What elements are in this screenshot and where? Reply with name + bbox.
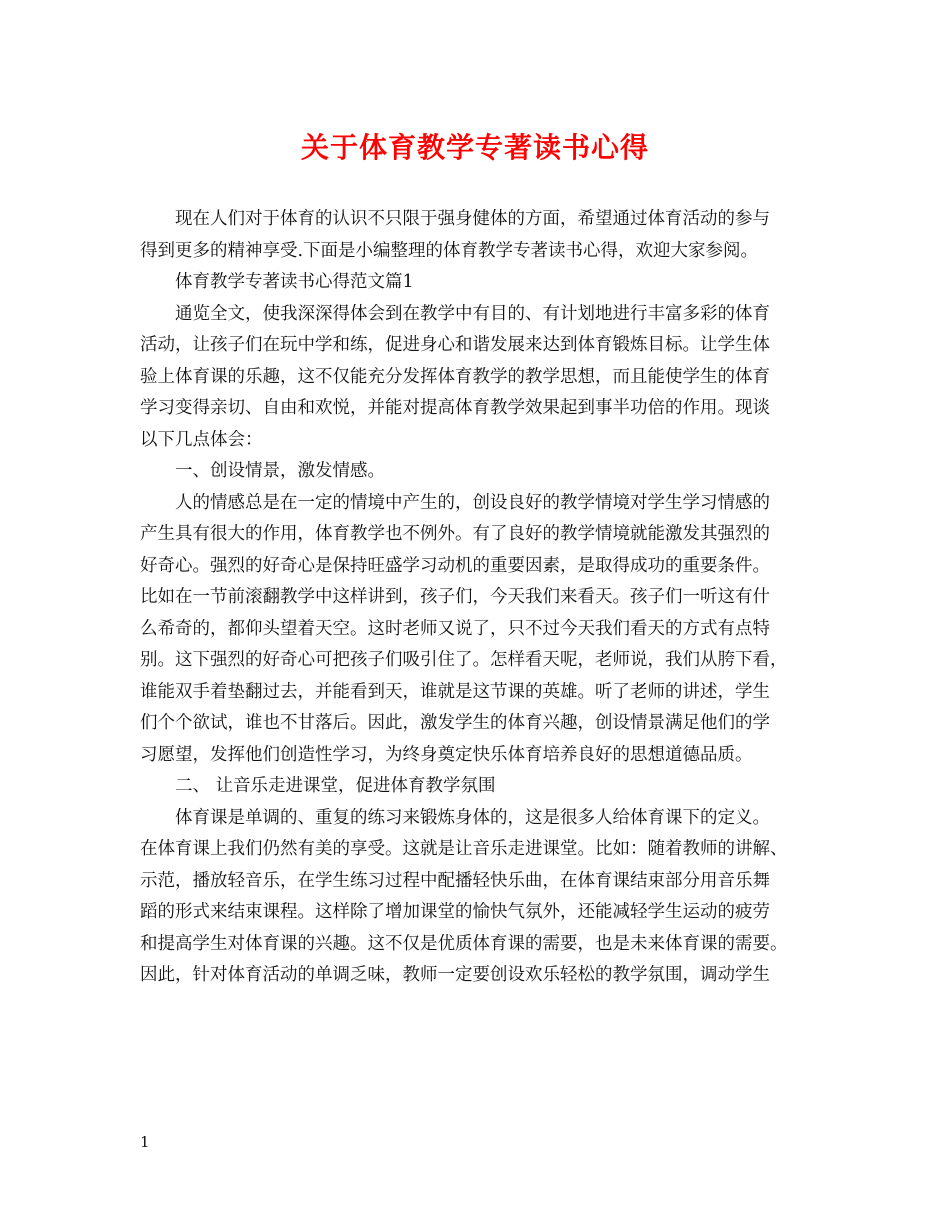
paragraph	[140, 299, 830, 457]
text-line: 得到更多的精神享受.下面是小编整理的体育教学专著读书心得，欢迎大家参阅。	[140, 240, 759, 261]
text-line: 验上体育课的乐趣，这不仅能充分发挥体育教学的教学思想，而且能使学生的体育	[140, 366, 770, 387]
text-line: 谁能双手着垫翻过去，并能看到天，谁就是这节课的英雄。听了老师的讲述，学生	[140, 681, 770, 702]
text-line: 现在人们对于体育的认识不只限于强身健体的方面，希望通过体育活动的参与	[175, 209, 770, 229]
paragraph	[140, 803, 830, 992]
document-title: 关于体育教学专著读书心得	[300, 131, 649, 164]
text-line: 习愿望，发挥他们创造性学习，为终身奠定快乐体育培养良好的思想道德品质。	[140, 744, 753, 765]
paragraph	[140, 456, 830, 488]
text-line: 因此，针对体育活动的单调乏味，教师一定要创设欢乐轻松的教学氛围，调动学生	[140, 965, 770, 985]
text-line: 别。这下强烈的好奇心可把孩子们吸引住了。怎样看天呢，老师说，我们从胯下看，	[140, 650, 788, 670]
text-line: 示范，播放轻音乐，在学生练习过程中配播轻快乐曲，在体育课结束部分用音乐舞	[140, 870, 770, 891]
text-line: 比如在一节前滚翻教学中这样讲到，孩子们，今天我们来看天。孩子们一听这有什	[140, 587, 770, 607]
text-line: 以下几点体会：	[140, 429, 263, 450]
text-line: 么希奇的，都仰头望着天空。这时老师又说了，只不过今天我们看天的方式有点特	[140, 618, 770, 639]
paragraph	[140, 267, 830, 299]
text-line: 好奇心。强烈的好奇心是保持旺盛学习动机的重要因素，是取得成功的重要条件。	[140, 555, 770, 576]
text-line: 体育课是单调的、重复的练习来锻炼身体的，这是很多人给体育课下的定义。	[175, 807, 770, 828]
text-line: 活动，让孩子们在玩中学和练，促进身心和谐发展来达到体育锻炼目标。让学生体	[140, 335, 770, 355]
text-line: 学习变得亲切、自由和欢悦，并能对提高体育教学效果起到事半功倍的作用。现谈	[140, 398, 770, 418]
page-number: 1	[140, 1133, 150, 1151]
text-line: 人的情感总是在一定的情境中产生的，创设良好的教学情境对学生学习情感的	[175, 492, 770, 513]
text-line: 一、创设情景，激发情感。	[175, 461, 385, 481]
paragraph	[140, 488, 830, 772]
paragraph	[140, 204, 830, 267]
text-line: 通览全文，使我深深得体会到在教学中有目的、有计划地进行丰富多彩的体育	[175, 303, 770, 324]
text-line: 们个个欲试，谁也不甘落后。因此，激发学生的体育兴趣，创设情景满足他们的学	[140, 713, 770, 733]
text-line: 产生具有很大的作用，体育教学也不例外。有了良好的教学情境就能激发其强烈的	[140, 524, 770, 544]
text-line: 蹈的形式来结束课程。这样除了增加课堂的愉快气氛外，还能减轻学生运动的疲劳	[140, 902, 770, 922]
text-line: 在体育课上我们仍然有美的享受。这就是让音乐走进课堂。比如：随着教师的讲解、	[140, 839, 788, 859]
text-line: 二、 让音乐走进课堂，促进体育教学氛围	[175, 776, 496, 796]
document-body	[140, 204, 830, 992]
text-line: 和提高学生对体育课的兴趣。这不仅是优质体育课的需要，也是未来体育课的需要。	[140, 933, 788, 954]
paragraph	[140, 771, 830, 803]
text-line: 体育教学专著读书心得范文篇1	[175, 272, 414, 292]
